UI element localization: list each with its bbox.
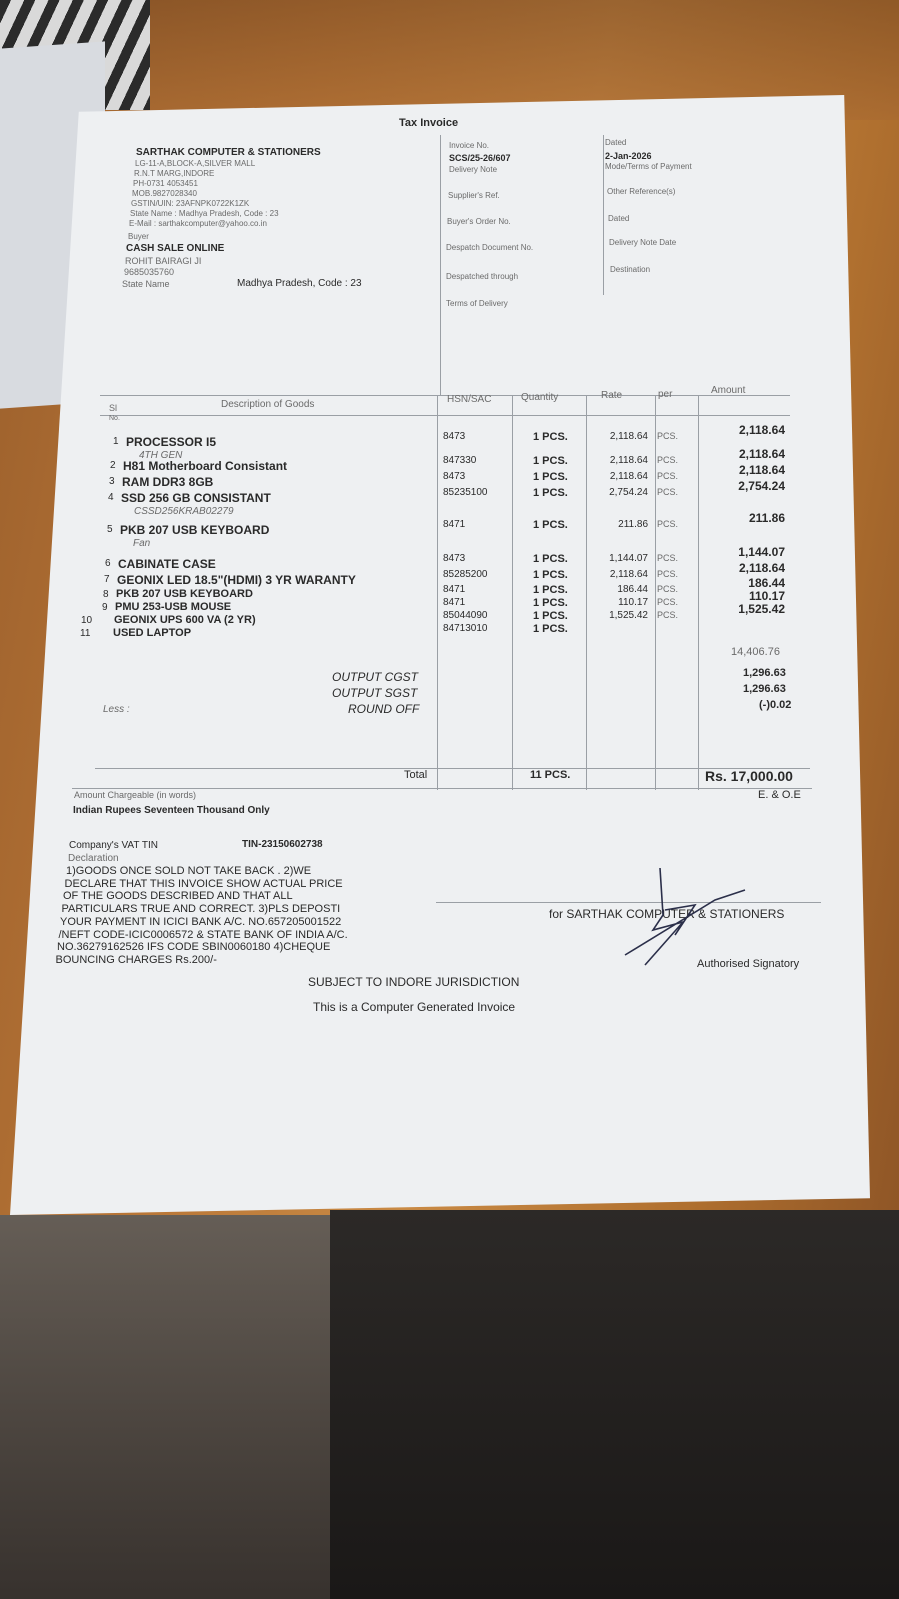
col-amount bbox=[698, 395, 699, 790]
item-qty: 1 PCS. bbox=[533, 455, 568, 467]
item-qty: 1 PCS. bbox=[533, 623, 568, 635]
declaration-line: NO.36279162526 IFS CODE SBIN0060180 4)CHEQUE bbox=[57, 941, 331, 954]
item-rate: 211.86 bbox=[618, 519, 648, 530]
table-header-top bbox=[100, 395, 790, 396]
item-amount: 211.86 bbox=[748, 511, 785, 525]
divider-vertical bbox=[440, 135, 441, 395]
item-sl: 10 bbox=[81, 615, 93, 626]
sgst-value: 1,296.63 bbox=[743, 683, 786, 695]
item-per: PCS. bbox=[657, 455, 679, 465]
item-qty: 1 PCS. bbox=[533, 471, 568, 483]
despatch-doc-label: Despatch Document No. bbox=[446, 243, 534, 252]
signature-scribble bbox=[605, 860, 755, 970]
item-rate: 2,118.64 bbox=[609, 471, 648, 482]
words-value: Indian Rupees Seventeen Thousand Only bbox=[73, 805, 270, 816]
item-sl: 2 bbox=[110, 460, 116, 471]
item-qty: 1 PCS. bbox=[533, 584, 568, 596]
col-sl-header: Sl bbox=[109, 403, 118, 413]
item-per: PCS. bbox=[657, 584, 679, 594]
buyer-state-value: Madhya Pradesh, Code : 23 bbox=[237, 278, 362, 289]
item-hsn: 8471 bbox=[443, 597, 466, 608]
item-amount: 110.17 bbox=[748, 589, 785, 603]
col-per bbox=[655, 395, 656, 790]
item-rate: 110.17 bbox=[618, 597, 648, 608]
item-sl: 8 bbox=[103, 589, 109, 600]
item-amount: 1,144.07 bbox=[738, 545, 785, 559]
floor-light-area bbox=[0, 1215, 340, 1599]
item-hsn: 85235100 bbox=[443, 487, 488, 498]
col-quantity-header: Quantity bbox=[521, 392, 559, 403]
declaration-line: DECLARE THAT THIS INVOICE SHOW ACTUAL PRICE bbox=[64, 877, 343, 890]
item-qty: 1 PCS. bbox=[533, 487, 568, 499]
seller-email: E-Mail : sarthakcomputer@yahoo.co.in bbox=[129, 219, 267, 228]
item-rate: 1,525.42 bbox=[609, 610, 648, 621]
total-bottom bbox=[72, 788, 812, 789]
item-rate: 186.44 bbox=[617, 584, 648, 595]
item-sl: 3 bbox=[109, 476, 115, 487]
buyer-contact: ROHIT BAIRAGI JI bbox=[125, 256, 202, 266]
item-hsn: 847330 bbox=[443, 455, 477, 466]
buyer-label: Buyer bbox=[128, 232, 149, 241]
item-per: PCS. bbox=[657, 471, 679, 481]
item-description: PKB 207 USB KEYBOARD bbox=[120, 523, 270, 537]
item-qty: 1 PCS. bbox=[533, 553, 568, 565]
col-rate bbox=[586, 395, 587, 790]
cgst-label: OUTPUT CGST bbox=[332, 670, 418, 684]
item-qty: 1 PCS. bbox=[533, 610, 568, 622]
item-sl: 9 bbox=[102, 602, 108, 613]
item-per: PCS. bbox=[657, 597, 679, 607]
less-label: Less : bbox=[103, 704, 130, 715]
seller-address1: LG-11-A,BLOCK-A,SILVER MALL bbox=[135, 159, 256, 168]
item-amount: 2,754.24 bbox=[738, 479, 785, 493]
item-amount: 2,118.64 bbox=[738, 423, 785, 437]
col-hsn bbox=[437, 395, 438, 790]
total-qty: 11 PCS. bbox=[530, 769, 571, 781]
item-rate: 2,118.64 bbox=[609, 455, 648, 466]
dated2-label: Dated bbox=[608, 214, 630, 223]
col-no-header: No. bbox=[109, 415, 120, 422]
item-description: USED LAPTOP bbox=[113, 627, 192, 639]
item-description: SSD 256 GB CONSISTANT bbox=[121, 491, 271, 505]
item-sl: 11 bbox=[80, 628, 91, 639]
item-sl: 7 bbox=[104, 574, 110, 585]
invoice-no-label: Invoice No. bbox=[449, 141, 490, 150]
total-top bbox=[95, 768, 810, 769]
item-sub: 4TH GEN bbox=[139, 450, 183, 461]
item-hsn: 8473 bbox=[443, 471, 466, 482]
item-description: PMU 253-USB MOUSE bbox=[115, 601, 232, 613]
item-per: PCS. bbox=[657, 487, 679, 497]
other-refs-label: Other Reference(s) bbox=[607, 187, 676, 196]
authorised-signatory: Authorised Signatory bbox=[697, 958, 800, 970]
eoe: E. & O.E bbox=[758, 789, 801, 801]
item-hsn: 8473 bbox=[443, 553, 466, 564]
item-per: PCS. bbox=[657, 431, 679, 441]
item-qty: 1 PCS. bbox=[533, 519, 568, 531]
total-label: Total bbox=[404, 769, 428, 781]
round-off-value: (-)0.02 bbox=[759, 699, 792, 711]
item-sub: Fan bbox=[133, 538, 151, 549]
declaration-line: YOUR PAYMENT IN ICICI BANK A/C. NO.657205001522 bbox=[60, 915, 342, 928]
item-rate: 1,144.07 bbox=[609, 553, 648, 564]
item-amount: 2,118.64 bbox=[738, 561, 785, 575]
item-qty: 1 PCS. bbox=[533, 431, 568, 443]
item-per: PCS. bbox=[657, 519, 679, 529]
divider-meta bbox=[603, 135, 604, 295]
declaration-line: 1)GOODS ONCE SOLD NOT TAKE BACK . 2)WE bbox=[66, 865, 312, 877]
item-amount: 2,118.64 bbox=[738, 463, 785, 477]
item-description: GEONIX LED 18.5"(HDMI) 3 YR WARANTY bbox=[117, 573, 356, 587]
delivery-note-label: Delivery Note bbox=[449, 165, 498, 174]
col-per-header: per bbox=[658, 389, 673, 400]
round-off-label: ROUND OFF bbox=[348, 702, 420, 716]
item-sl: 4 bbox=[108, 492, 114, 503]
item-description: H81 Motherboard Consistant bbox=[123, 459, 288, 473]
terms-delivery-label: Terms of Delivery bbox=[446, 299, 508, 308]
item-qty: 1 PCS. bbox=[533, 569, 568, 581]
col-amount-header: Amount bbox=[711, 385, 746, 396]
vat-value: TIN-23150602738 bbox=[242, 839, 323, 850]
destination-label: Destination bbox=[610, 265, 651, 274]
item-hsn: 85044090 bbox=[443, 610, 488, 621]
item-hsn: 8471 bbox=[443, 584, 466, 595]
item-rate: 2,754.24 bbox=[609, 487, 648, 498]
item-sl: 6 bbox=[105, 558, 111, 569]
seller-name: SARTHAK COMPUTER & STATIONERS bbox=[136, 147, 321, 158]
item-rate: 2,118.64 bbox=[609, 431, 648, 442]
item-rate: 2,118.64 bbox=[609, 569, 648, 580]
item-per: PCS. bbox=[657, 610, 679, 620]
vat-label: Company's VAT TIN bbox=[69, 840, 158, 851]
chair-shadow bbox=[330, 1210, 899, 1599]
jurisdiction: SUBJECT TO INDORE JURISDICTION bbox=[308, 975, 520, 989]
declaration-line: PARTICULARS TRUE AND CORRECT. 3)PLS DEPOSTI bbox=[61, 903, 341, 916]
seller-address2: R.N.T MARG,INDORE bbox=[134, 169, 215, 178]
buyer-name: CASH SALE ONLINE bbox=[126, 243, 225, 254]
item-amount: 2,118.64 bbox=[738, 447, 785, 461]
grand-total: Rs. 17,000.00 bbox=[705, 768, 793, 784]
suppliers-ref-label: Supplier's Ref. bbox=[448, 191, 500, 200]
declaration-line: BOUNCING CHARGES Rs.200/- bbox=[55, 953, 217, 966]
despatched-through-label: Despatched through bbox=[446, 272, 519, 281]
mode-terms-label: Mode/Terms of Payment bbox=[605, 162, 692, 171]
seller-phone: PH-0731 4053451 bbox=[133, 179, 198, 188]
item-hsn: 85285200 bbox=[443, 569, 488, 580]
item-hsn: 8473 bbox=[443, 431, 466, 442]
declaration-line: OF THE GOODS DESCRIBED AND THAT ALL bbox=[63, 890, 293, 903]
seller-mobile: MOB.9827028340 bbox=[132, 189, 197, 198]
buyers-order-label: Buyer's Order No. bbox=[447, 217, 511, 226]
item-sl: 5 bbox=[107, 524, 113, 535]
col-qty bbox=[512, 395, 513, 790]
item-per: PCS. bbox=[657, 553, 679, 563]
item-description: CABINATE CASE bbox=[118, 557, 216, 571]
buyer-state-label: State Name bbox=[122, 279, 170, 289]
item-description: PROCESSOR I5 bbox=[126, 435, 217, 449]
seller-state: State Name : Madhya Pradesh, Code : 23 bbox=[130, 209, 279, 218]
sgst-label: OUTPUT SGST bbox=[332, 686, 418, 700]
for-company: for SARTHAK COMPUTER & STATIONERS bbox=[549, 907, 785, 921]
invoice-no: SCS/25-26/607 bbox=[449, 153, 511, 163]
seller-gstin: GSTIN/UIN: 23AFNPK0722K1ZK bbox=[131, 199, 250, 208]
declaration-line: /NEFT CODE-ICIC0006572 & STATE BANK OF INDIA A/C. bbox=[58, 928, 348, 941]
declaration-label: Declaration bbox=[68, 853, 119, 864]
item-per: PCS. bbox=[657, 569, 679, 579]
computer-generated: This is a Computer Generated Invoice bbox=[313, 1000, 516, 1014]
subtotal: 14,406.76 bbox=[731, 646, 780, 658]
table-header-bottom bbox=[100, 415, 790, 416]
col-rate-header: Rate bbox=[601, 390, 623, 401]
dated-label: Dated bbox=[605, 138, 627, 147]
cgst-value: 1,296.63 bbox=[743, 667, 786, 679]
col-description-header: Description of Goods bbox=[221, 399, 315, 410]
item-amount: 1,525.42 bbox=[738, 602, 785, 616]
dated-value: 2-Jan-2026 bbox=[605, 151, 652, 161]
col-hsn-header: HSN/SAC bbox=[447, 394, 492, 405]
item-hsn: 8471 bbox=[443, 519, 466, 530]
invoice-title: Tax Invoice bbox=[399, 117, 459, 129]
words-label: Amount Chargeable (in words) bbox=[74, 790, 197, 800]
item-sl: 1 bbox=[113, 436, 119, 447]
item-description: GEONIX UPS 600 VA (2 YR) bbox=[114, 614, 256, 626]
item-hsn: 84713010 bbox=[443, 623, 488, 634]
item-qty: 1 PCS. bbox=[533, 597, 568, 609]
item-description: RAM DDR3 8GB bbox=[122, 475, 214, 489]
item-amount: 186.44 bbox=[748, 576, 785, 590]
buyer-phone: 9685035760 bbox=[124, 267, 175, 277]
item-sub: CSSD256KRAB02279 bbox=[134, 506, 234, 517]
delivery-note-date-label: Delivery Note Date bbox=[609, 238, 677, 247]
item-description: PKB 207 USB KEYBOARD bbox=[116, 588, 253, 600]
